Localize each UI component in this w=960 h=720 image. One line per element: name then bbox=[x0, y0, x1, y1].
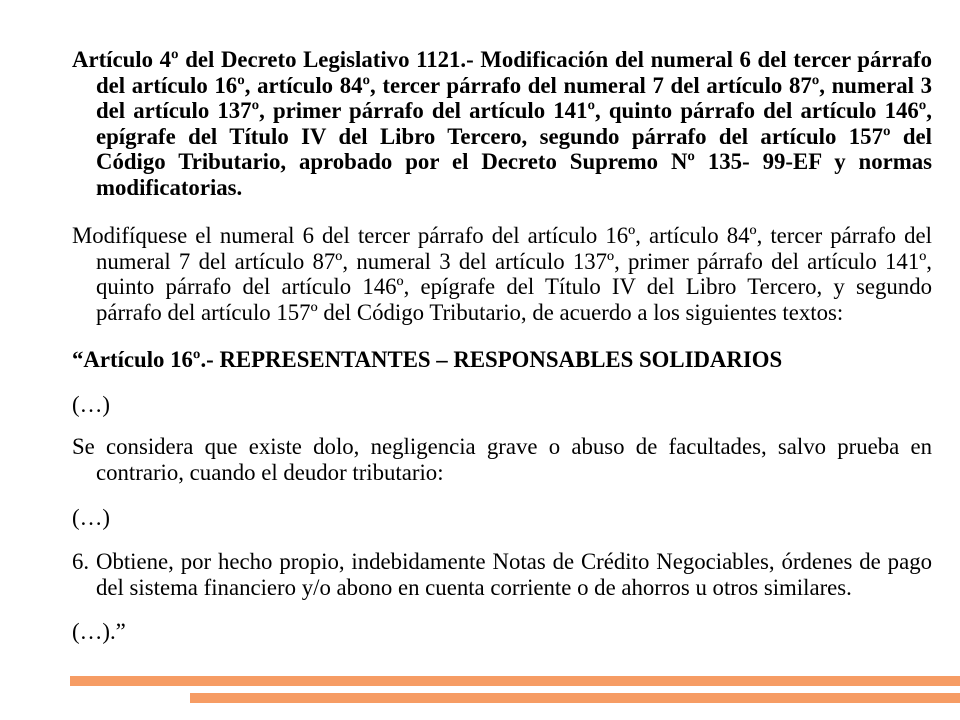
text-line: numeral 7 del artículo 87º, numeral 3 del artículo 137º, primer párrafo del artículo 141º, bbox=[96, 248, 932, 274]
text-line: quinto párrafo del artículo 146º, epígrafe del Título IV del Libro Tercero, y segundo bbox=[96, 274, 932, 299]
text-line: epígrafe del Título IV del Libro Tercero, segundo párrafo del artículo 157º del bbox=[96, 123, 932, 149]
text-line: Se considera que existe dolo, negligencia grave o abuso de facultades, salvo prueba en bbox=[72, 434, 932, 459]
text-line: (…).” bbox=[72, 619, 126, 644]
text-line: (…) bbox=[72, 505, 110, 530]
decorative-bar-top bbox=[70, 676, 960, 686]
dolo-presumption-clause bbox=[72, 434, 932, 485]
text-line: “Artículo 16º.- REPRESENTANTES – RESPONSABLES SOLIDARIOS bbox=[72, 347, 783, 372]
modification-clause bbox=[72, 223, 932, 325]
text-line: párrafo del artículo 157º del Código Tributario, de acuerdo a los siguientes textos: bbox=[96, 299, 844, 325]
text-line: modificatorias. bbox=[96, 174, 243, 200]
text-line: (…) bbox=[72, 392, 110, 417]
article-4-title bbox=[72, 47, 932, 200]
text-line: 6. Obtiene, por hecho propio, indebidamente Notas de Crédito Negociables, órdenes de pago bbox=[72, 549, 932, 574]
article-16-heading bbox=[72, 347, 932, 373]
text-line: Código Tributario, aprobado por el Decreto Supremo Nº 135- 99-EF y normas bbox=[96, 149, 932, 174]
closing-ellipsis bbox=[72, 619, 932, 645]
item-6-text bbox=[72, 549, 932, 600]
text-line: del artículo 137º, primer párrafo del artículo 141º, quinto párrafo del artículo 146º, bbox=[96, 98, 932, 123]
decorative-bar-bottom bbox=[190, 693, 960, 703]
text-line: Artículo 4º del Decreto Legislativo 1121.- Modificación del numeral 6 del tercer párrafo bbox=[72, 47, 932, 72]
text-line: del sistema financiero y/o abono en cuenta corriente o de ahorros u otros similares. bbox=[96, 574, 852, 600]
text-line: Modifíquese el numeral 6 del tercer párrafo del artículo 16º, artículo 84º, tercer párrafo del bbox=[72, 223, 932, 248]
ellipsis-first bbox=[72, 392, 932, 418]
text-line: contrario, cuando el deudor tributario: bbox=[96, 459, 444, 485]
text-line: del artículo 16º, artículo 84º, tercer párrafo del numeral 7 del artículo 87º, numeral 3 bbox=[96, 72, 932, 98]
ellipsis-second bbox=[72, 505, 932, 531]
